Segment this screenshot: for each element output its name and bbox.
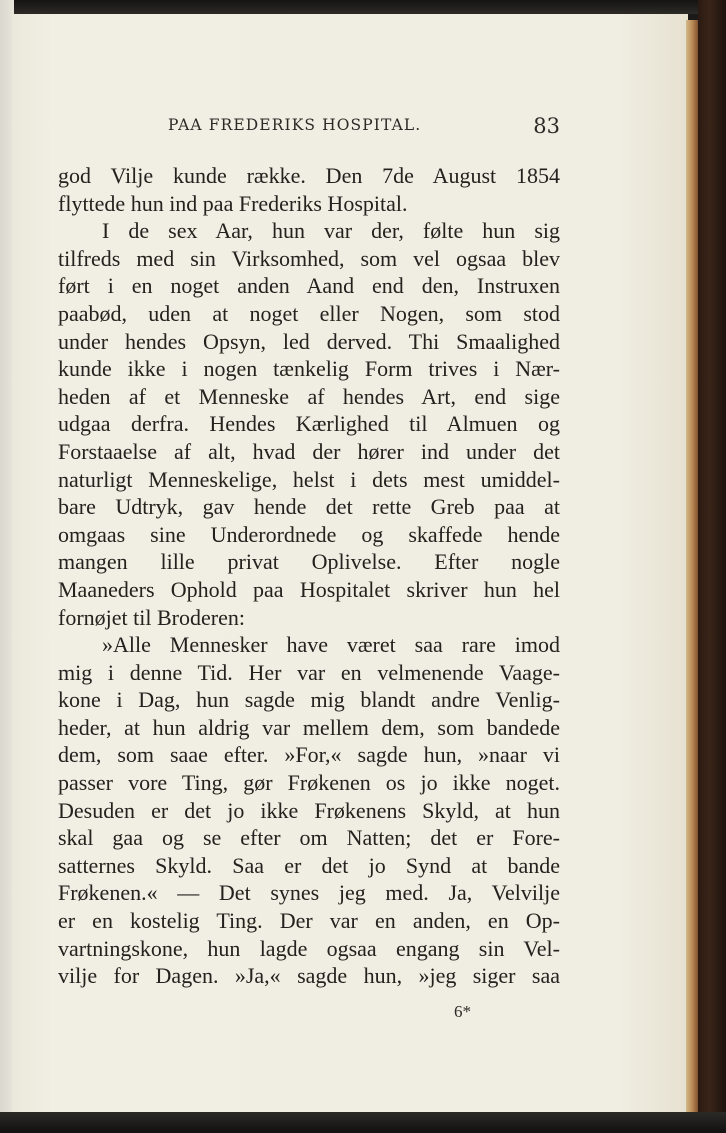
text-line: under hendes Opsyn, led derved. Thi Smaalighed xyxy=(58,328,560,354)
text-line: Maaneders Ophold paa Hospitalet skriver hun hel xyxy=(58,576,560,602)
text-line: paabød, uden at noget eller Nogen, som stod xyxy=(58,300,560,326)
text-line: Frøkenen.« — Det synes jeg med. Ja, Velvilje xyxy=(58,880,560,906)
text-line: tilfreds med sin Virksomhed, som vel ogsaa blev xyxy=(58,245,560,271)
text-line: kunde ikke i nogen tænkelig Form trives i Nær- xyxy=(58,356,560,382)
text-line: Forstaaelse af alt, hvad der hører ind under det xyxy=(58,438,560,464)
text-line: Desuden er det jo ikke Frøkenens Skyld, at hun xyxy=(58,797,560,823)
running-head xyxy=(168,114,560,140)
text-line: heder, at hun aldrig var mellem dem, som bandede xyxy=(58,714,560,740)
running-head-title: PAA FREDERIKS HOSPITAL. xyxy=(168,116,422,134)
book-binding xyxy=(698,0,726,1133)
top-edge xyxy=(0,0,726,14)
text-line: mig i denne Tid. Her var en velmenende Vaage- xyxy=(58,659,560,685)
bottom-edge xyxy=(0,1112,726,1133)
text-line: vartningskone, hun lagde ogsaa engang sin Vel- xyxy=(58,935,560,961)
body-text xyxy=(58,162,560,990)
text-line: udgaa derfra. Hendes Kærlighed til Almuen og xyxy=(58,411,560,437)
text-line: omgaas sine Underordnede og skaffede hende xyxy=(58,521,560,547)
text-line: fornøjet til Broderen: xyxy=(58,604,245,630)
text-line: I de sex Aar, hun var der, følte hun sig xyxy=(102,218,560,244)
text-line: er en kostelig Ting. Der var en anden, en Op- xyxy=(58,908,560,934)
text-line: satternes Skyld. Saa er det jo Synd at bande xyxy=(58,852,560,878)
text-line: skal gaa og se efter om Natten; det er Fore- xyxy=(58,825,560,851)
text-line: bare Udtryk, gav hende det rette Greb paa at xyxy=(58,494,560,520)
text-line: passer vore Ting, gør Frøkenen os jo ikke noget. xyxy=(58,770,560,796)
text-line: naturligt Menneskelige, helst i dets mest umiddel- xyxy=(58,466,560,492)
page-number: 83 xyxy=(533,114,560,138)
text-line: »Alle Mennesker have været saa rare imod xyxy=(102,632,560,658)
text-line: vilje for Dagen. »Ja,« sagde hun, »jeg siger saa xyxy=(58,963,560,989)
text-line: god Vilje kunde række. Den 7de August 1854 xyxy=(58,163,560,188)
text-line: kone i Dag, hun sagde mig blandt andre Venlig- xyxy=(58,687,560,713)
text-line: dem, som saae efter. »For,« sagde hun, »naar vi xyxy=(58,742,560,768)
signature-mark: 6* xyxy=(454,1002,471,1021)
text-line: heden af et Menneske af hendes Art, end sige xyxy=(58,383,560,409)
text-line: flyttede hun ind paa Frederiks Hospital. xyxy=(58,190,408,216)
text-line: ført i en noget anden Aand end den, Instruxen xyxy=(58,273,560,299)
text-line: mangen lille privat Oplivelse. Efter nogle xyxy=(58,549,560,575)
